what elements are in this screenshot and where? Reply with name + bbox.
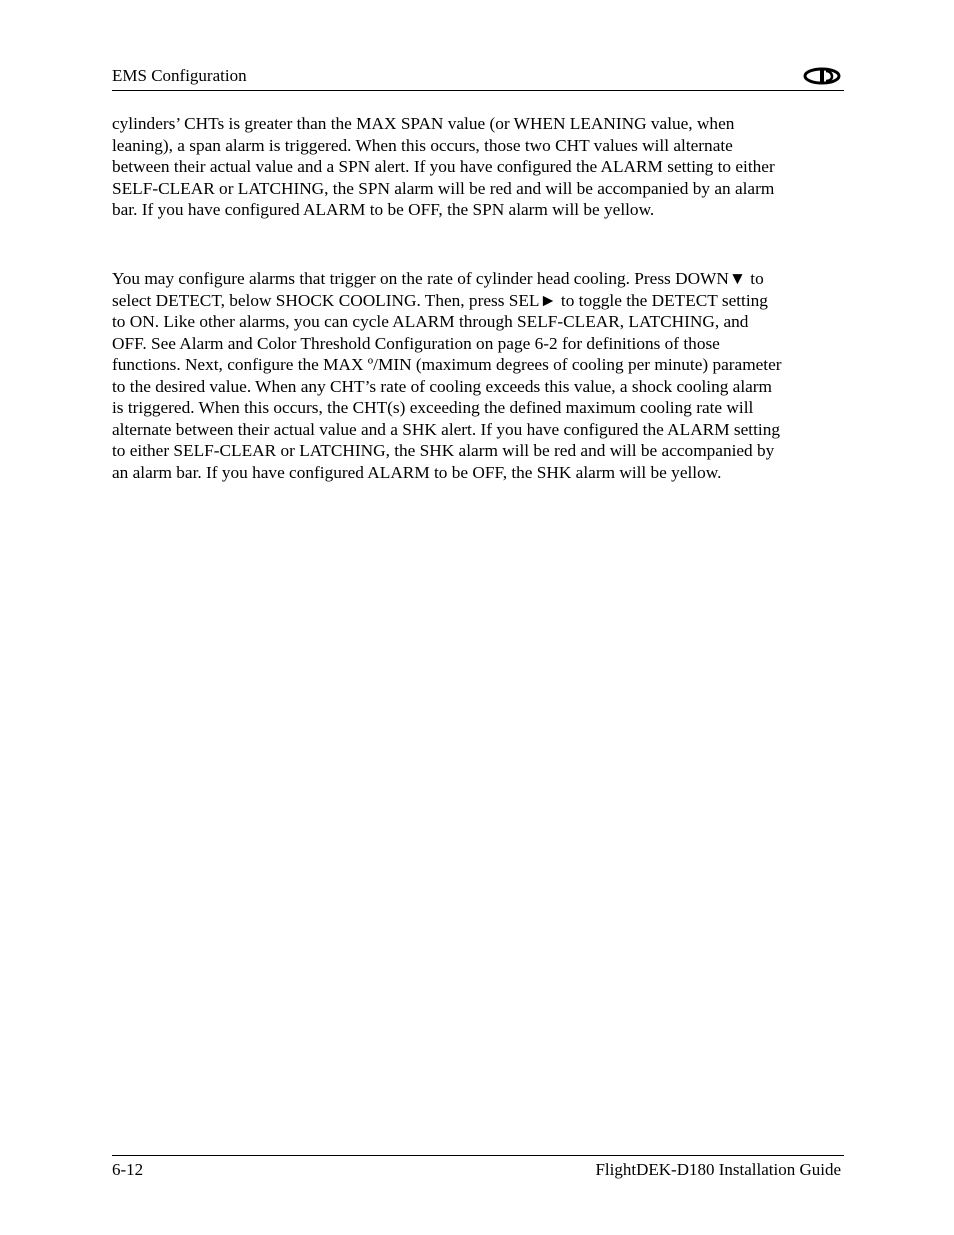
page-footer — [112, 1155, 844, 1182]
section-title: EMS Configuration — [112, 66, 247, 85]
page-number: 6-12 — [112, 1160, 144, 1179]
document-title: FlightDEK-D180 Installation Guide — [595, 1160, 841, 1179]
body-paragraph-span-alarm: cylinders’ CHTs is greater than the MAX SPAN value (or WHEN LEANING value, when leaning), a span alarm is triggered. When this occurs, those two CHT values will alternate between their actual value and a SPN alert. If you have configured the ALARM setting to either SELF-CLEAR or LATCHING, the SPN alarm will be red and will be accompanied by an alarm bar. If you have configured ALARM to be OFF, the SPN alarm will be yellow. — [112, 114, 775, 219]
body-paragraph-shock-cooling: You may configure alarms that trigger on the rate of cylinder head cooling. Press DOWN▼ to select DETECT, below SHOCK COOLING. Then, press SEL► to toggle the DETECT setting to ON. Like other alarms, you can cycle ALARM through SELF-CLEAR, LATCHING, and OFF. See Alarm and Color Threshold Configuration on page 6-2 for definitions of those functions. Next, configure the MAX º/MIN (maximum degrees of cooling per minute) parameter to the desired value. When any CHT’s rate of cooling exceeds this value, a shock cooling alarm is triggered. When this occurs, the CHT(s) exceeding the defined maximum cooling rate will alternate between their actual value and a SHK alert. If you have configured the ALARM setting to either SELF-CLEAR or LATCHING, the SHK alarm will be red and will be accompanied by an alarm bar. If you have configured ALARM to be OFF, the SHK alarm will be yellow. — [112, 269, 782, 482]
page-header — [112, 64, 844, 91]
dynon-logo-icon — [802, 67, 842, 85]
